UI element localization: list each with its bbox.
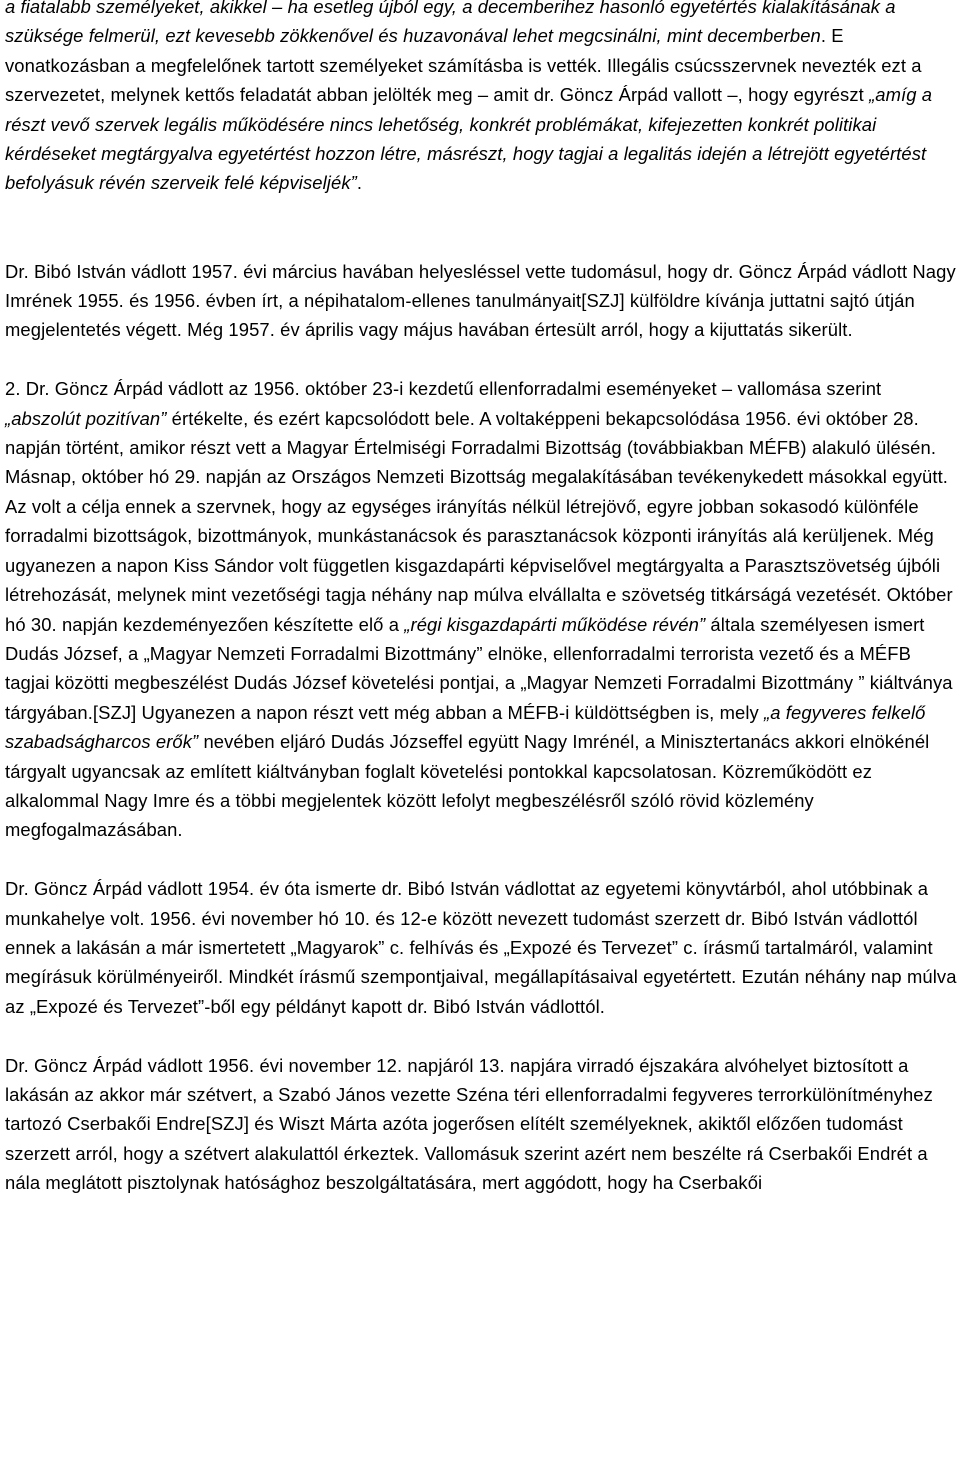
paragraph-gap: [5, 845, 957, 874]
paragraph-gap: [5, 198, 957, 257]
paragraph-gap: [5, 345, 957, 374]
paragraph-5: [5, 1051, 957, 1198]
text-span: általa személyesen ismert Dudás József, a „Magyar Nemzeti Forradalmi Bizottmány” elnöke, ellenforradalmi terrorista vezető és a MÉFB tagjai közötti megbeszélést Dudás József követelési pontjai, a „Magyar Nemzeti Forradalmi Bizottmány ” kiáltványa tárgyában.[SZJ] Ugyanezen a napon részt vett még abban a MÉFB-i küldöttségben is, mely: [5, 613, 953, 723]
text-span: Dr. Bibó István vádlott 1957. évi március havában helyesléssel vette tudomásul, hogy dr. Göncz Árpád vádlott Nagy Imrének 1955. és 1956. évben írt, a népihatalom-ellenes tanulmányait[SZJ] külföldre kívánja juttatni sajtó útján megjelentetés végett. Még 1957. év április vagy május havában értesült arról, hogy a kijuttatás sikerült.: [5, 260, 956, 341]
paragraph-1: [5, 0, 957, 198]
quote-span: „a fegyveres felkelő szabadságharcos erők”: [5, 701, 926, 753]
text-span: .: [356, 172, 363, 194]
paragraph-gap: [5, 1021, 957, 1050]
text-span: 2. Dr. Göncz Árpád vádlott az 1956. október 23-i kezdetű ellenforradalmi eseményeket – vallomása szerint: [5, 378, 882, 400]
quote-span: „abszolút pozitívan”: [5, 407, 167, 429]
text-span: Dr. Göncz Árpád vádlott 1956. évi november 12. napjáról 13. napjára virradó éjszakára alvóhelyet biztosított a lakásán az akkor már szétvert, a Szabó János vezette Széna téri ellenforradalmi fegyveres terrorkülönítményhez tartozó Cserbakői Endre[SZJ] és Wiszt Márta azóta jogerősen elítélt személyeknek, akiktől előzően tudomást szerzett arról, hogy a szétvert alakulattól érkeztek. Vallomásuk szerint azért nem beszélte rá Cserbakői Endrét a nála meglátott pisztolynak hatósághoz beszolgáltatására, mert aggódott, hogy ha Cserbakői: [5, 1054, 933, 1194]
paragraph-4: [5, 874, 957, 1021]
paragraph-2: [5, 257, 957, 345]
document-page: [5, 0, 957, 1198]
text-span: Dr. Göncz Árpád vádlott 1954. év óta ismerte dr. Bibó István vádlottat az egyetemi könyvtárból, ahol utóbbinak a munkahelye volt. 1956. évi november hó 10. és 12-e között nevezett tudomást szerzett dr. Bibó István vádlottól ennek a lakásán a már ismertetett „Magyarok” c. felhívás és „Expozé és Tervezet” c. írásmű tartalmáról, valamint megírásuk körülményeiről. Mindkét írásmű szempontjaival, megállapításaival egyetértett. Ezután néhány nap múlva az „Expozé és Tervezet”-ből egy példányt kapott dr. Bibó István vádlottól.: [5, 878, 957, 1017]
text-span: a fiatalabb személyeket, akikkel – ha esetleg újból egy, a decemberihez hasonló egyetértés kialakításának a szüksége felmerül, ezt kevesebb zökkenővel és huzavonával lehet megcsinálni, mint decemberben: [5, 0, 896, 47]
quote-span: „régi kisgazdapárti működése révén”: [404, 613, 706, 635]
text-span: . E vonatkozásban a megfelelőnek tartott személyeket számításba is vették. Illegális csúcsszervnek nevezték ezt a szervezetet, melynek kettős feladatát abban jelölték meg – amit dr. Göncz Árpád vallott –, hogy egyrészt: [5, 25, 922, 106]
paragraph-3: [5, 374, 957, 845]
quote-span: „amíg a részt vevő szervek legális működésére nincs lehetőség, konkrét problémákat, kifejezetten konkrét politikai kérdéseket megtárgyalva egyetértést hozzon létre, másrészt, hogy tagjai a legalitás idején a létrejött egyetértést befolyásuk révén szerveik felé képviseljék”: [5, 84, 933, 194]
text-span: nevében eljáró Dudás Józseffel együtt Nagy Imrénél, a Minisztertanács akkori elnökénél tárgyalt ugyancsak az említett kiáltványban foglalt követelési pontokkal kapcsolatosan. Közreműködött ez alkalommal Nagy Imre és a többi megjelentek között lefolyt megbeszélésről szóló rövid közlemény megfogalmazásában.: [5, 731, 930, 841]
text-span: értékelte, és ezért kapcsolódott bele. A voltaképpeni bekapcsolódása 1956. évi október 28. napján történt, amikor részt vett a Magyar Értelmiségi Forradalmi Bizottság (továbbiakban MÉFB) alakuló ülésén. Másnap, október hó 29. napján az Országos Nemzeti Bizottság megalakításában tevékenykedett másokkal együtt. Az volt a célja ennek a szervnek, hogy az egységes irányítás nélkül létrejövő, egyre jobban sokasodó különféle forradalmi bizottságok, bizottmányok, munkástanácsok és parasztanácsok központi irányítás alá kerüljenek. Még ugyanezen a napon Kiss Sándor volt független kisgazdapárti képviselővel megtárgyalta a Parasztszövetség újbóli létrehozását, melynek mint vezetőségi tagja néhány nap múlva elvállalta e szövetség titkárságá vezetését. Október hó 30. napján kezdeményezően készítette elő a: [5, 407, 953, 635]
